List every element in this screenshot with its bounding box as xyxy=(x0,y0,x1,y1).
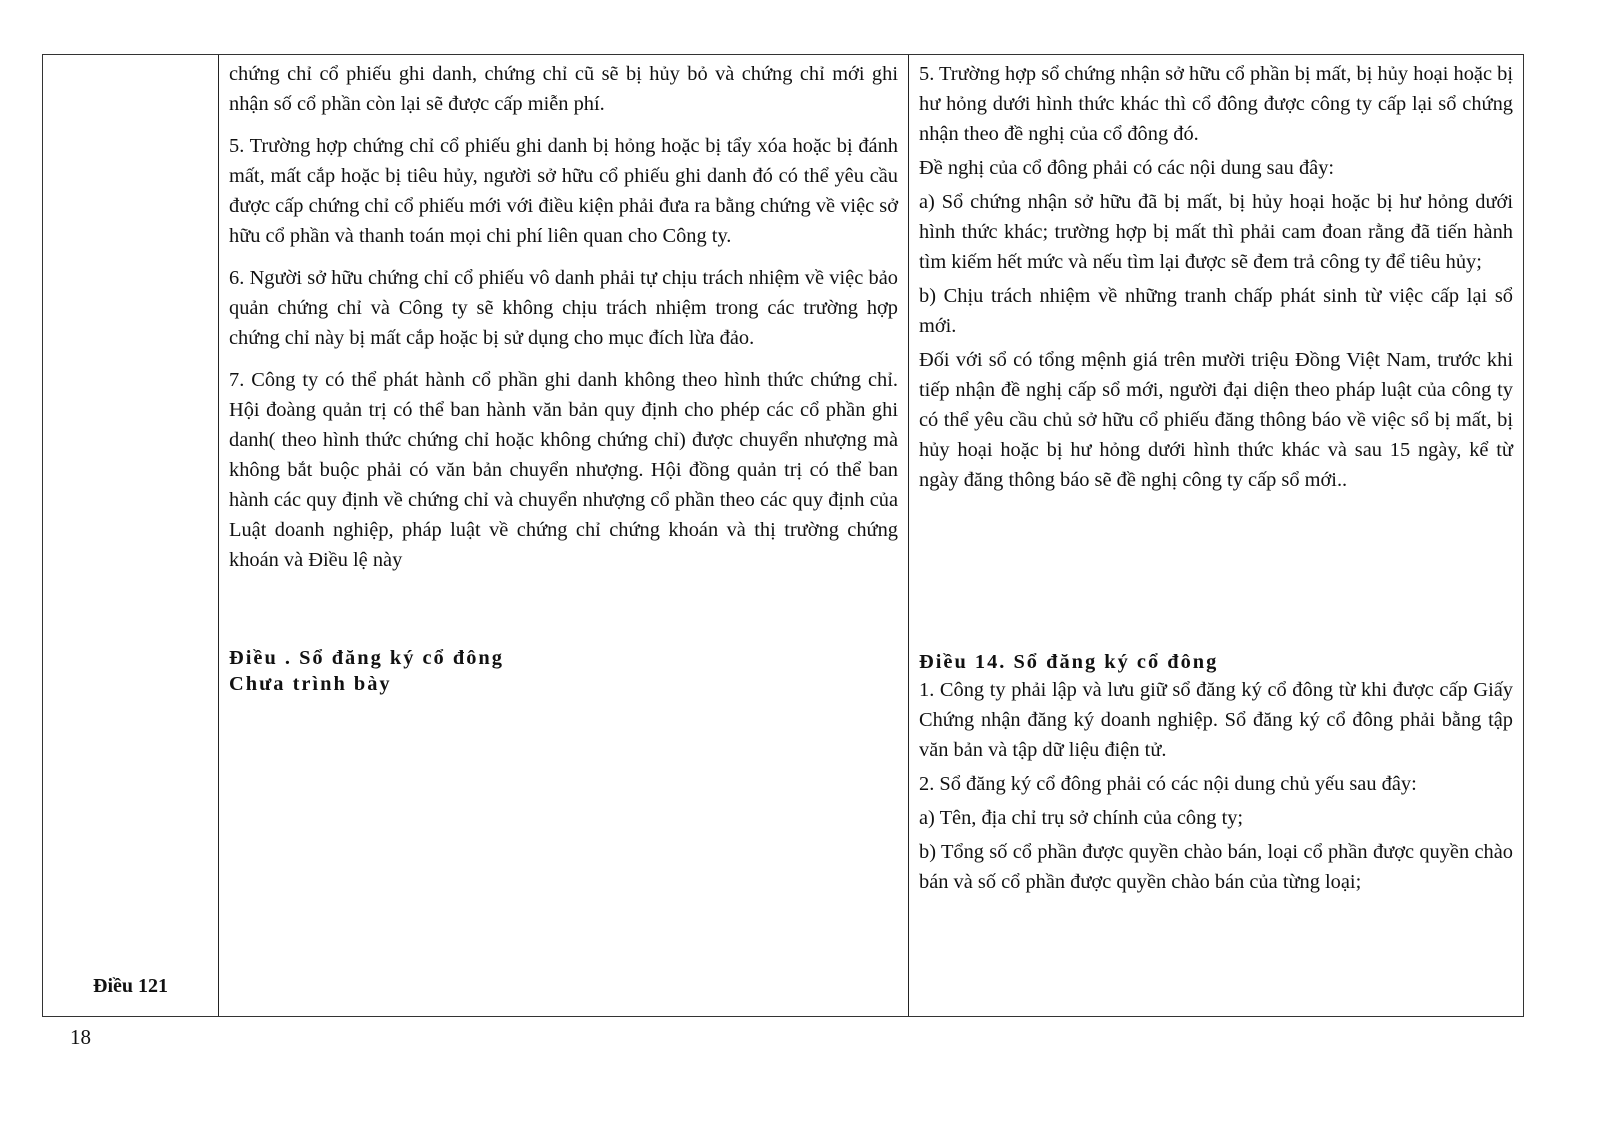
section-note: Chưa trình bày xyxy=(229,673,392,695)
paragraph: chứng chỉ cổ phiếu ghi danh, chứng chỉ cũ sẽ bị hủy bỏ và chứng chỉ mới ghi nhận số cổ phần còn lại sẽ được cấp miễn phí. xyxy=(229,63,898,115)
paragraph: 6. Người sở hữu chứng chỉ cổ phiếu vô danh phải tự chịu trách nhiệm về việc bảo quản chứng chỉ và Công ty sẽ không chịu trách nhiệm trong các trường hợp chứng chỉ này bị mất cắp hoặc bị sử dụng cho mục đích lừa đảo. xyxy=(229,267,898,349)
article-number-column xyxy=(43,55,218,1016)
paragraph: b) Tổng số cổ phần được quyền chào bán, loại cổ phần được quyền chào bán và số cổ phần được quyền chào bán của từng loại; xyxy=(919,841,1513,893)
page-number: 18 xyxy=(70,1025,91,1049)
paragraph: 7. Công ty có thể phát hành cổ phần ghi danh không theo hình thức chứng chỉ. Hội đoàng quản trị có thể ban hành văn bản quy định cho phép các cổ phần ghi danh( theo hình thức chứng chỉ hoặc không chứng chỉ) được chuyển nhượng mà không bắt buộc phải có văn bản chuyển nhượng. Hội đồng quản trị có thể ban hành các quy định về chứng chỉ và chuyển nhượng cổ phần theo các quy định của Luật doanh nghiệp, pháp luật về chứng chỉ chứng khoán và thị trường chứng khoán và Điều lệ này xyxy=(229,369,898,571)
paragraph: 5. Trường hợp chứng chỉ cổ phiếu ghi danh bị hỏng hoặc bị tẩy xóa hoặc bị đánh mất, mất cắp hoặc bị tiêu hủy, người sở hữu cổ phiếu ghi danh đó có thể yêu cầu được cấp chứng chỉ cổ phiếu mới với điều kiện phải đưa ra bằng chứng về việc sở hữu cổ phần và thanh toán mọi chi phí liên quan cho Công ty. xyxy=(229,135,898,247)
paragraph: 2. Sổ đăng ký cổ đông phải có các nội dung chủ yếu sau đây: xyxy=(919,773,1417,795)
paragraph: a) Tên, địa chỉ trụ sở chính của công ty; xyxy=(919,807,1244,829)
current-charter-column xyxy=(219,55,908,1016)
paragraph: b) Chịu trách nhiệm về những tranh chấp phát sinh từ việc cấp lại sổ mới. xyxy=(919,285,1513,337)
section-heading: Điều 14. Sổ đăng ký cổ đông xyxy=(919,651,1219,673)
paragraph: a) Sổ chứng nhận sở hữu đã bị mất, bị hủy hoại hoặc bị hư hỏng dưới hình thức khác; trường hợp bị mất thì phải cam đoan rằng đã tiến hành tìm kiếm hết mức và nếu tìm lại được sẽ đem trả công ty để tiêu hủy; xyxy=(919,191,1513,273)
paragraph: 5. Trường hợp sổ chứng nhận sở hữu cổ phần bị mất, bị hủy hoại hoặc bị hư hỏng dưới hình thức khác thì cổ đông được công ty cấp lại sổ chứng nhận theo đề nghị của cổ đông đó. xyxy=(919,63,1513,145)
revised-charter-column xyxy=(909,55,1523,1016)
paragraph: Đề nghị của cổ đông phải có các nội dung sau đây: xyxy=(919,157,1335,179)
section-heading: Điều . Sổ đăng ký cổ đông xyxy=(229,647,504,669)
paragraph: 1. Công ty phải lập và lưu giữ sổ đăng ký cổ đông từ khi được cấp Giấy Chứng nhận đăng ký doanh nghiệp. Sổ đăng ký cổ đông phải bằng tập văn bản và tập dữ liệu điện tử. xyxy=(919,679,1513,761)
article-label: Điều 121 xyxy=(93,975,168,997)
comparison-table xyxy=(42,54,1524,1017)
paragraph: Đối với sổ có tổng mệnh giá trên mười triệu Đồng Việt Nam, trước khi tiếp nhận đề nghị cấp sổ mới, người đại diện theo pháp luật của công ty có thể yêu cầu chủ sở hữu cổ phiếu đăng thông báo về việc sổ bị mất, bị hủy hoại hoặc bị hư hỏng dưới hình thức khác và sau 15 ngày, kể từ ngày đăng thông báo sẽ đề nghị công ty cấp sổ mới.. xyxy=(919,349,1513,491)
